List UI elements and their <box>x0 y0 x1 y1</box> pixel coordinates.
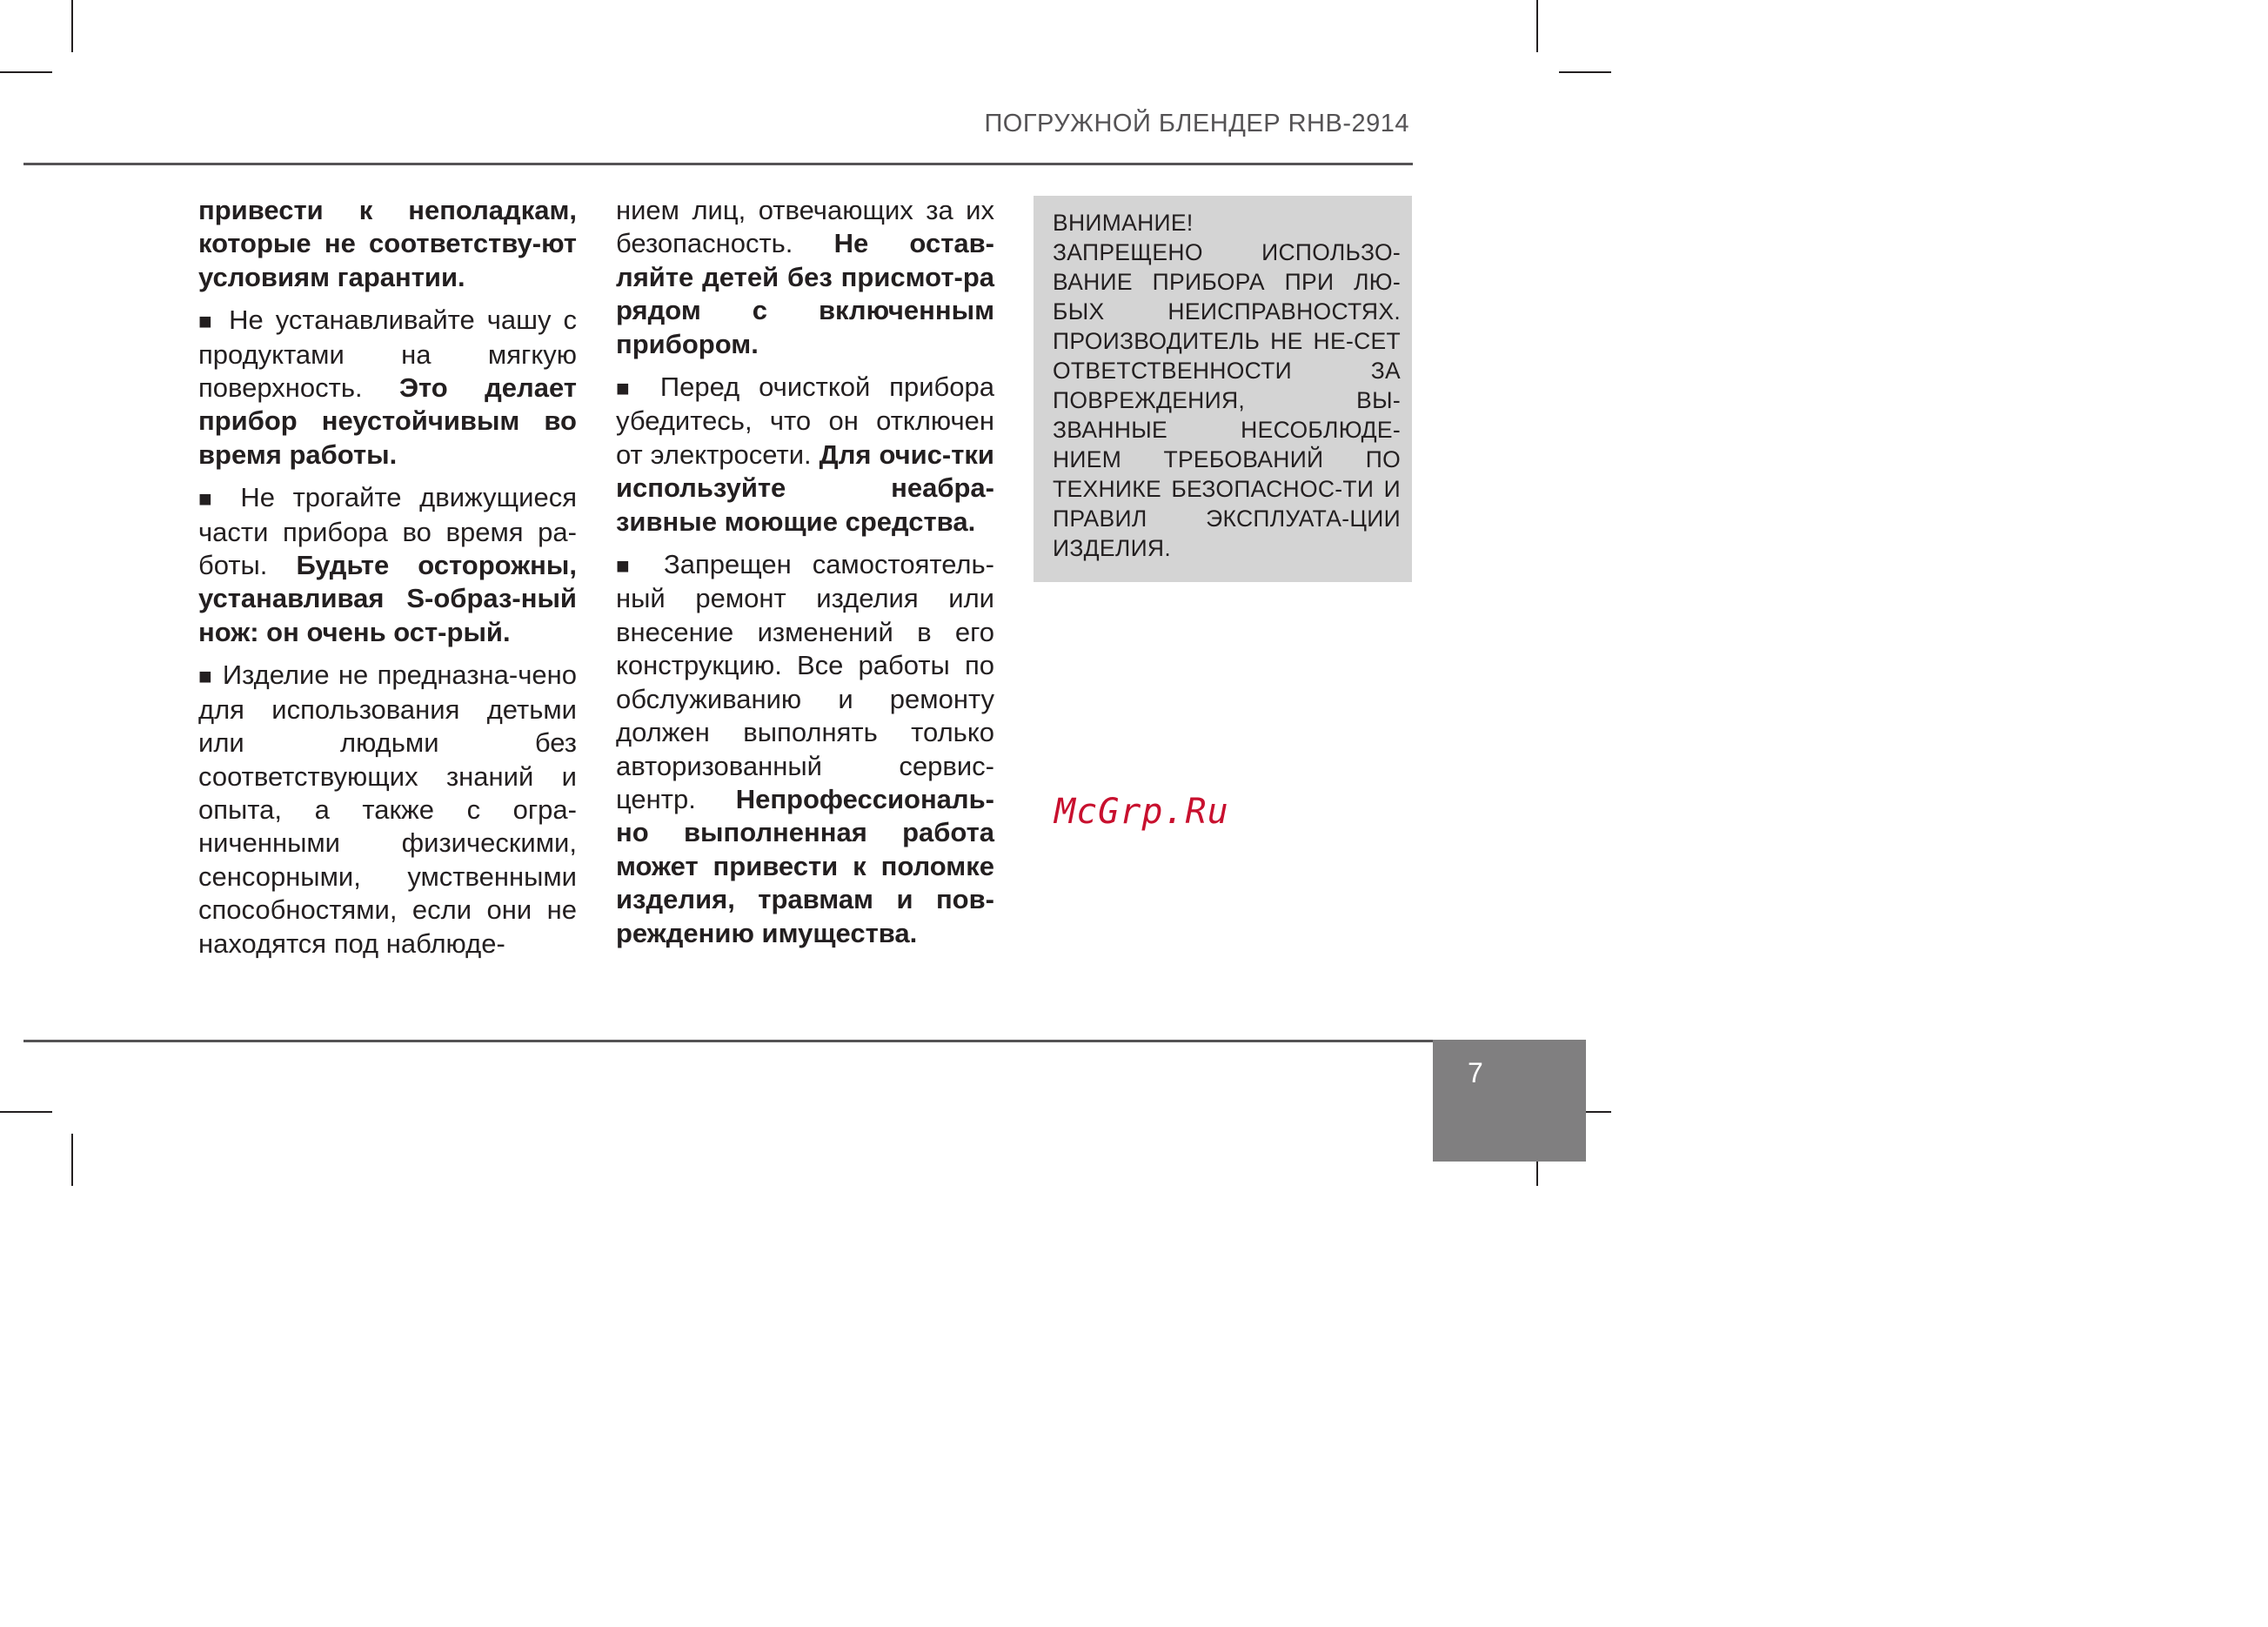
bold-text: Для очис-тки используйте неабра-зивные моющие средства. <box>616 439 994 537</box>
bullet-paragraph <box>198 304 577 472</box>
bullet-icon: ■ <box>198 663 214 690</box>
warning-body: ЗАПРЕЩЕНО ИСПОЛЬЗО-ВАНИЕ ПРИБОРА ПРИ ЛЮ-БЫХ НЕИСПРАВНОСТЯХ. ПРОИЗВОДИТЕЛЬ НЕ НЕ-СЕТ ОТВЕТСТВЕННОСТИ ЗА ПОВРЕЖДЕНИЯ, ВЫ-ЗВАННЫЕ НЕСОБЛЮДЕ-НИЕМ ТРЕБОВАНИЙ ПО ТЕХНИКЕ БЕЗОПАСНОС-ТИ И ПРАВИЛ ЭКСПЛУАТА-ЦИИ ИЗДЕЛИЯ. <box>1053 239 1401 561</box>
bullet-paragraph <box>198 481 577 649</box>
crop-mark <box>0 1111 52 1113</box>
page-header-title: ПОГРУЖНОЙ БЛЕНДЕР RHB-2914 <box>984 110 1409 137</box>
text-column-1 <box>198 194 577 970</box>
bold-text: Не остав-ляйте детей без присмот-ра рядом с включенным прибором. <box>616 228 994 359</box>
footer-rule <box>23 1040 1433 1042</box>
text-column-2 <box>616 194 994 960</box>
bullet-icon: ■ <box>616 552 644 579</box>
paragraph-text: Перед очисткой прибора убедитесь, что он отключен от электросети. <box>616 372 994 470</box>
bullet-icon: ■ <box>198 308 217 335</box>
warning-title: ВНИМАНИЕ! <box>1053 210 1194 236</box>
crop-mark <box>1536 0 1538 52</box>
crop-mark <box>0 71 52 73</box>
bold-text: Это делает прибор неустойчивым во время работы. <box>198 372 577 470</box>
crop-mark <box>71 1134 73 1186</box>
crop-mark <box>71 0 73 52</box>
paragraph <box>198 194 577 294</box>
bold-text: Будьте осторожны, устанавливая S-образ-ный нож: он очень ост-рый. <box>198 550 577 647</box>
page-number-box <box>1433 1040 1586 1162</box>
bold-text: Непрофессиональ-но выполненная работа может привести к поломке изделия, травмам и пов-реждению имущества. <box>616 783 994 948</box>
bullet-icon: ■ <box>616 375 641 402</box>
bold-text: привести к неполадкам, которые не соответству-ют условиям гарантии. <box>198 195 577 292</box>
page-number: 7 <box>1468 1057 1483 1088</box>
watermark: McGrp.Ru <box>1054 792 1229 832</box>
paragraph-text: Изделие не предназна-чено для использования детьми или людьми без соответствующих знаний и опыта, а также с огра-ниченными физическими, сенсорными, умственными способностями, если они не находятся под наблюде- <box>198 660 577 959</box>
bullet-paragraph <box>198 659 577 961</box>
bullet-paragraph <box>616 371 994 539</box>
paragraph-text: Не устанавливайте чашу с продуктами на мягкую поверхность. <box>198 305 577 404</box>
paragraph <box>616 194 994 361</box>
warning-box <box>1034 196 1412 582</box>
bullet-icon: ■ <box>198 485 223 512</box>
header-rule <box>23 163 1413 165</box>
paragraph-text: Запрещен самостоятель-ный ремонт изделия или внесение изменений в его конструкцию. Все работы по обслуживанию и ремонту должен выполнять только авторизованный сервис-центр. <box>616 549 994 814</box>
crop-mark <box>1559 71 1611 73</box>
paragraph-text: нием лиц, отвечающих за их безопасность. <box>616 195 994 259</box>
paragraph-text: Не трогайте движущиеся части прибора во время ра-боты. <box>198 482 577 581</box>
bullet-paragraph <box>616 548 994 950</box>
warning-text <box>1053 208 1401 563</box>
